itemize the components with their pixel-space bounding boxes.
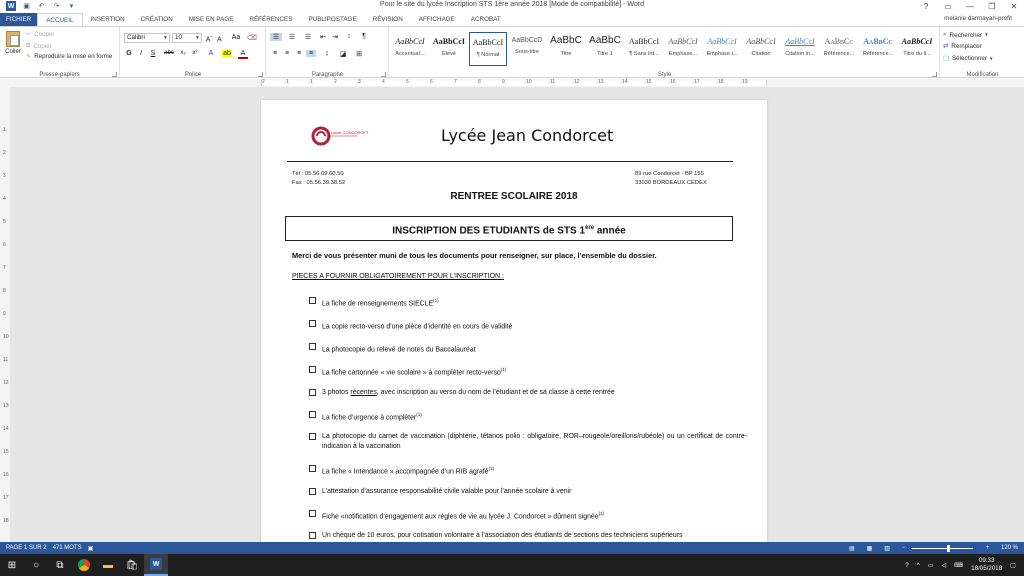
- minimize-button[interactable]: —: [966, 1, 974, 11]
- shrink-font-button[interactable]: $A^ˇ$: [216, 34, 223, 44]
- help-tray-icon[interactable]: ?: [905, 561, 909, 569]
- close-button[interactable]: ✕: [1010, 1, 1018, 11]
- tab-acrobat[interactable]: ACROBAT: [470, 16, 501, 23]
- vertical-ruler[interactable]: [0, 87, 10, 542]
- word-count[interactable]: 471 MOTS: [52, 545, 82, 551]
- scissors-icon: ✂: [26, 31, 32, 38]
- checkbox-icon[interactable]: [309, 411, 316, 418]
- help-button[interactable]: ?: [923, 1, 929, 11]
- ruler-number: 15: [3, 449, 9, 455]
- user-name[interactable]: melanie darmayan-profit: [944, 15, 1012, 22]
- title-bar: [0, 0, 1024, 12]
- ruler-number: 2: [3, 150, 6, 156]
- tab-design[interactable]: CRÉATION: [140, 16, 173, 23]
- inscription-title-box: INSCRIPTION DES ETUDIANTS de STS 1ère année: [285, 216, 733, 241]
- ruler-number: 14: [622, 79, 628, 85]
- align-right-icon[interactable]: ≡: [296, 50, 302, 57]
- paste-button[interactable]: [4, 31, 22, 55]
- bold-button[interactable]: G: [126, 50, 132, 57]
- status-bar: [0, 542, 1024, 554]
- style-titre-livre[interactable]: AaBbCcI Titre du li...: [901, 37, 933, 57]
- text-effects-button[interactable]: A: [208, 50, 214, 57]
- copy-button[interactable]: [26, 42, 52, 50]
- date-text: 18/05/2018: [971, 565, 1003, 572]
- format-painter-label: Reproduire la mise en forme: [34, 53, 113, 60]
- pieces-heading: PIECES A FOURNIR OBLIGATOIREMENT POUR L’INSCRIPTION :: [292, 273, 504, 280]
- format-painter-button[interactable]: [26, 53, 112, 60]
- style-emphase[interactable]: AaBbCcI Emphase...: [668, 37, 698, 57]
- ruler-number: 2: [334, 79, 337, 85]
- strikethrough-button[interactable]: abc: [164, 50, 174, 56]
- change-case-button[interactable]: Aa: [231, 34, 241, 41]
- checklist-item: Un chèque de 10 euros, pour cotisation volontaire à l’association des étudiants de sections des techniciens supérieurs: [309, 531, 747, 541]
- font-label: Police: [184, 72, 202, 78]
- grow-font-button[interactable]: A^: [205, 34, 213, 44]
- line-spacing-icon[interactable]: ↨: [325, 50, 329, 57]
- clipboard-group: [0, 27, 120, 79]
- address-line-1: 89 rue Condorcet - BP 155: [635, 171, 704, 177]
- ruler-number: 7: [454, 79, 457, 85]
- checkbox-icon[interactable]: [309, 343, 316, 350]
- copy-label: Copier: [33, 42, 52, 50]
- ruler-number: 11: [550, 79, 556, 85]
- italic-button[interactable]: I: [140, 50, 142, 57]
- volume-icon[interactable]: ◁: [941, 561, 947, 569]
- word-taskbar-icon[interactable]: W: [144, 554, 168, 576]
- ruler-number: 9: [502, 79, 505, 85]
- ruler-number: 17: [3, 495, 9, 501]
- zoom-slider[interactable]: [911, 548, 973, 549]
- editing-label: Modification: [966, 72, 999, 78]
- cortana-icon[interactable]: ○: [32, 559, 40, 571]
- style-reference-intense[interactable]: AaBbCc Référence...: [862, 37, 894, 57]
- multilevel-list-icon[interactable]: ☰: [304, 34, 312, 41]
- subscript-button[interactable]: x₂: [180, 50, 186, 56]
- window-controls: [920, 0, 1020, 12]
- header-divider: [287, 161, 733, 162]
- file-explorer-icon[interactable]: ▬: [103, 559, 113, 571]
- school-logo: [311, 124, 369, 148]
- cut-label: Couper: [34, 31, 55, 38]
- select-icon: ⬚: [943, 55, 949, 62]
- checkbox-icon[interactable]: [309, 488, 316, 495]
- search-icon: ⌕: [943, 31, 947, 38]
- style-sous-titre[interactable]: AaBbCcD Sous-titre: [511, 37, 543, 55]
- ruler-number: 2: [262, 79, 265, 85]
- customize-qat-icon[interactable]: ▾: [69, 3, 74, 10]
- paragraph-launcher-icon[interactable]: [381, 72, 386, 77]
- ruler-number: 16: [3, 472, 9, 478]
- font-size-input[interactable]: 10 ▼: [172, 33, 202, 43]
- decrease-indent-icon[interactable]: ⇤: [320, 34, 326, 41]
- font-group: [121, 27, 266, 79]
- logo-text: Lycée CONDORCET: [331, 130, 369, 135]
- zoom-level[interactable]: 120 %: [1000, 545, 1018, 551]
- checklist-item: La fiche « Intendance » accompagnée d’un RIB agrafé$^{(1)}$: [309, 464, 747, 477]
- ribbon-tabs: [0, 12, 1024, 26]
- paste-icon: [6, 31, 20, 47]
- style-eleve[interactable]: AaBbCcI Élevé: [432, 37, 465, 57]
- tab-insert[interactable]: INSERTION: [90, 16, 125, 23]
- system-tray: [905, 554, 1016, 576]
- quick-access-toolbar: [0, 0, 76, 12]
- clipboard-launcher-icon[interactable]: [112, 72, 117, 77]
- paragraph-group: [267, 27, 389, 79]
- windows-start-icon[interactable]: ⊞: [7, 559, 17, 571]
- ruler-number: 5: [3, 219, 6, 225]
- school-title: Lycée Jean Condorcet: [441, 126, 614, 145]
- paintbrush-icon: ✎: [26, 53, 32, 60]
- ruler-number: 8: [478, 79, 481, 85]
- tab-home[interactable]: ACCUEIL: [37, 13, 82, 26]
- style-normal[interactable]: AaBbCcI ¶ Normal: [469, 32, 507, 66]
- replace-button[interactable]: ⇄ Remplacer: [943, 43, 982, 50]
- zoom-slider-thumb[interactable]: [947, 545, 950, 552]
- style-sans-interligne[interactable]: AaBbCcI ¶ Sans int...: [628, 37, 660, 57]
- replace-icon: ⇄: [943, 43, 949, 50]
- ruler-number: 10: [526, 79, 532, 85]
- ruler-number: 12: [574, 79, 580, 85]
- ruler-number: 10: [3, 334, 9, 340]
- superscript-button[interactable]: x²: [192, 50, 198, 56]
- ruler-number: 9: [3, 311, 6, 317]
- ruler-number: 4: [382, 79, 385, 85]
- font-launcher-icon[interactable]: [258, 72, 263, 77]
- tab-review[interactable]: RÉVISION: [372, 16, 403, 23]
- ruler-number: 18: [3, 518, 9, 524]
- cut-button[interactable]: [26, 31, 54, 38]
- align-left-icon[interactable]: ≡: [272, 50, 278, 57]
- ruler-number: 15: [646, 79, 652, 85]
- styles-launcher-icon[interactable]: [932, 72, 937, 77]
- show-formatting-button[interactable]: ¶: [362, 33, 366, 40]
- ruler-number: 6: [430, 79, 433, 85]
- checkbox-icon[interactable]: [309, 532, 316, 539]
- undo-icon[interactable]: ↶: [38, 3, 45, 10]
- copy-icon: ⧉: [26, 42, 31, 49]
- contact-phone-block: [292, 170, 345, 188]
- font-name-input[interactable]: Calibri ▼: [124, 33, 170, 43]
- ruler-number: 17: [694, 79, 700, 85]
- ruler-number: 12: [3, 380, 9, 386]
- fax-text: Fax : 05.56.39.38.52: [292, 180, 346, 186]
- checklist-item: La fiche d’urgence à compléter$^{(1)}$: [309, 410, 747, 423]
- ruler-number: 19: [742, 79, 748, 85]
- find-button[interactable]: ⌕ Rechercher ▾: [943, 31, 988, 39]
- checkbox-icon[interactable]: [309, 510, 316, 517]
- checklist-item: La fiche cartonnée « vie scolaire » à compléter recto-verso$^{(1)}$: [309, 365, 747, 378]
- ruler-number: 5: [406, 79, 409, 85]
- styles-group: [390, 27, 940, 79]
- time-text: 09:33: [978, 557, 995, 564]
- style-emphase-intense[interactable]: AaBbCcI Emphase i...: [706, 37, 738, 57]
- paragraph-label: Paragraphe: [311, 72, 344, 78]
- save-icon[interactable]: ▣: [23, 3, 30, 10]
- chevron-up-icon[interactable]: ^: [916, 561, 920, 569]
- horizontal-ruler[interactable]: [0, 79, 1024, 87]
- select-button[interactable]: ⬚ Sélectionner ▾: [943, 55, 993, 62]
- ruler-number: 1: [3, 127, 6, 133]
- tel-text: Tél : 05.56.69.60.50: [292, 171, 344, 177]
- underline-button[interactable]: S: [150, 50, 156, 57]
- ruler-number: 1: [310, 79, 313, 85]
- checkbox-icon[interactable]: [309, 389, 316, 396]
- word-logo-icon[interactable]: W: [7, 2, 15, 10]
- clock[interactable]: [971, 557, 1002, 573]
- checkbox-icon[interactable]: [309, 297, 316, 304]
- address-line-2: 33030 BORDEAUX CEDEX: [635, 180, 707, 186]
- tab-mailings[interactable]: PUBLIPOSTAGE: [308, 16, 357, 23]
- web-layout-icon[interactable]: ▥: [884, 545, 890, 552]
- network-icon[interactable]: ▭: [927, 561, 934, 569]
- sort-icon[interactable]: ↕: [347, 33, 351, 40]
- ruler-number: 16: [670, 79, 676, 85]
- ruler-number: 4: [3, 196, 6, 202]
- tab-view[interactable]: AFFICHAGE: [418, 16, 455, 23]
- ruler-number: 1: [286, 79, 289, 85]
- print-layout-icon[interactable]: ▦: [866, 545, 873, 552]
- document-title: Pour le site du lycée Inscription STS 1ère année 2018 [Mode de compatibilité] - Word: [379, 1, 645, 8]
- ruler-number: 18: [718, 79, 724, 85]
- zoom-out-button[interactable]: −: [901, 545, 906, 551]
- ruler-page-area[interactable]: [261, 80, 767, 86]
- ruler-number: 7: [3, 265, 6, 271]
- style-citation-intense[interactable]: AaBbCcI Citation in...: [785, 37, 815, 57]
- checklist-item: La copie recto-verso d’une pièce d’identité en cours de validité: [309, 319, 747, 332]
- document-page[interactable]: [261, 100, 767, 560]
- document-workspace[interactable]: [10, 87, 1024, 542]
- page-count[interactable]: PAGE 1 SUR 2: [6, 545, 47, 551]
- chrome-icon[interactable]: [72, 554, 96, 576]
- ruler-number: 6: [3, 242, 6, 248]
- checklist-item: L’attestation d’assurance responsabilité civile valable pour l’année scolaire à venir: [309, 487, 747, 497]
- checkbox-icon[interactable]: [309, 320, 316, 327]
- checklist-item: La photocopie du carnet de vaccination (diphtérie, tétanos polio : obligatoire, ROR–rougeole/oreillons/rubéole) ou un certificat de contre-indication à la vaccination: [309, 432, 747, 452]
- contact-address-block: [635, 170, 707, 188]
- checkbox-icon[interactable]: [309, 465, 316, 472]
- clear-format-icon[interactable]: ⌫: [247, 35, 257, 42]
- checklist-item: La fiche de renseignements SIECLE$^{(1)}$: [309, 296, 747, 309]
- checklist-item: Fiche «notification d’engagement aux règles de vie au lycée J. Condorcet » dûment signée$^{(1)}$: [309, 509, 747, 522]
- read-mode-icon[interactable]: ▤: [848, 545, 855, 552]
- style-titre[interactable]: AaBbC Titre: [550, 35, 582, 57]
- redo-icon[interactable]: ↷: [53, 3, 60, 10]
- checklist-item: 3 photos récentes, avec inscription au verso du nom de l’étudiant et de sa classe à cette rentrée: [309, 388, 747, 398]
- style-citation[interactable]: AaBbCcI Citation: [746, 37, 776, 57]
- align-center-icon[interactable]: ≡: [284, 50, 290, 57]
- rentree-heading: RENTREE SCOLAIRE 2018: [450, 191, 578, 202]
- task-view-icon[interactable]: ⧉: [56, 559, 64, 571]
- ribbon: [0, 26, 1024, 78]
- justify-icon[interactable]: ≡: [306, 50, 316, 57]
- style-reference[interactable]: AaBbCc Référence...: [823, 37, 855, 57]
- clipboard-label: Presse-papiers: [39, 72, 80, 78]
- ruler-number: 8: [3, 288, 6, 294]
- ruler-number: 3: [3, 173, 6, 179]
- checklist-item: La photocopie du relevé de notes du Baccalauréat: [309, 342, 747, 355]
- tab-references[interactable]: RÉFÉRENCES: [249, 16, 293, 23]
- style-titre-1[interactable]: AaBbC Titre 1: [589, 35, 621, 57]
- increase-indent-icon[interactable]: ⇥: [332, 34, 338, 41]
- notifications-icon[interactable]: ▢: [1010, 561, 1016, 569]
- restore-button[interactable]: ❐: [988, 1, 996, 11]
- ruler-number: 13: [3, 403, 9, 409]
- checkbox-icon[interactable]: [309, 366, 316, 373]
- status-right: [843, 542, 1018, 554]
- bullets-icon[interactable]: ☰: [270, 33, 282, 41]
- ruler-number: 3: [358, 79, 361, 85]
- ruler-number: 14: [3, 426, 9, 432]
- proofing-icon[interactable]: ▣: [87, 545, 94, 552]
- tab-file[interactable]: FICHIER: [0, 13, 37, 26]
- styles-label: Style: [657, 72, 672, 78]
- intro-text: Merci de vous présenter muni de tous les documents pour renseigner, sur place, l’ensemble du dossier.: [292, 251, 657, 260]
- ruler-number: 11: [3, 357, 9, 363]
- numbering-icon[interactable]: ☰: [288, 34, 296, 41]
- store-icon[interactable]: 🛍: [125, 559, 139, 571]
- ruler-number: 13: [598, 79, 604, 85]
- editing-group: [941, 27, 1024, 79]
- paste-label: Coller: [5, 49, 21, 55]
- style-accentuation[interactable]: AaBbCcI Accentuat...: [395, 37, 425, 57]
- windows-taskbar: [0, 554, 1024, 576]
- font-color-button[interactable]: A: [238, 50, 248, 59]
- ribbon-display-button[interactable]: ▭: [944, 1, 952, 11]
- shading-icon[interactable]: ◪: [339, 51, 347, 58]
- highlight-button[interactable]: ab: [223, 50, 231, 57]
- checkbox-icon[interactable]: [309, 433, 316, 440]
- zoom-in-button[interactable]: +: [985, 545, 989, 551]
- keyboard-icon[interactable]: ⌨: [954, 561, 964, 569]
- borders-icon[interactable]: ⊞: [356, 51, 362, 58]
- tab-layout[interactable]: MISE EN PAGE: [188, 16, 234, 23]
